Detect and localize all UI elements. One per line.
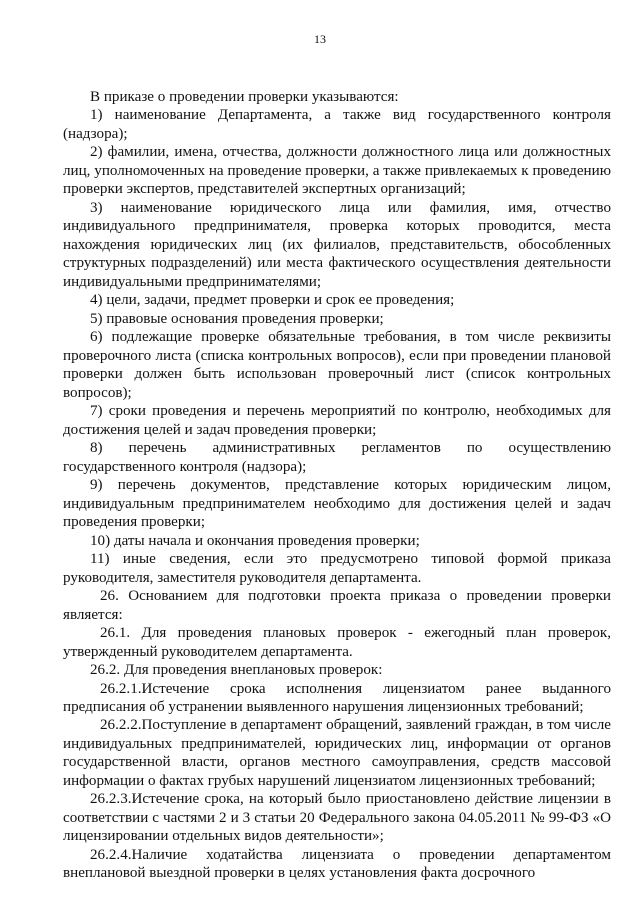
paragraph: 26.2.1.Истечение срока исполнения лицензиатом ранее выданного предписания об устранении выявленного нарушения лицензионных требований; [63,680,611,715]
paragraph: 3) наименование юридического лица или фамилия, имя, отчество индивидуального предпринимателя, проверка которых проводится, места нахождения юридических лиц (их филиалов, представительств, обособленных структурных подразделений) или места фактического осуществления деятельности индивидуальными предпринимателями; [63,199,611,290]
document-body [63,88,611,883]
page-number: 13 [314,32,326,46]
paragraph: 26. Основанием для подготовки проекта приказа о проведении проверки является: [63,588,611,623]
paragraph: 11) иные сведения, если это предусмотрено типовой формой приказа руководителя, заместителя руководителя департамента. [63,551,611,586]
paragraph: 26.2. Для проведения внеплановых проверок: [90,662,383,679]
paragraph: 2) фамилии, имена, отчества, должности должностного лица или должностных лиц, уполномоченных на проведение проверки, а также привлекаемых к проведению проверки экспертов, представителей экспертных организаций; [63,144,611,198]
paragraph: В приказе о проведении проверки указываются: [90,89,399,105]
paragraph: 6) подлежащие проверке обязательные требования, в том числе реквизиты проверочного листа (списка контрольных вопросов), если при проведении плановой проверки должен быть использован проверочный лист (список контрольных вопросов); [63,329,611,401]
paragraph: 7) сроки проведения и перечень мероприятий по контролю, необходимых для достижения целей и задач проведения проверки; [63,403,611,438]
paragraph: 9) перечень документов, представление которых юридическим лицом, индивидуальным предпринимателем необходимо для достижения целей и задач проведения проверки; [63,477,611,531]
paragraph: 1) наименование Департамента, а также вид государственного контроля (надзора); [63,107,611,142]
paragraph: 5) правовые основания проведения проверки; [90,310,384,327]
paragraph: 4) цели, задачи, предмет проверки и срок ее проведения; [90,292,455,309]
paragraph: 26.1. Для проведения плановых проверок - ежегодный план проверок, утвержденный руководителем департамента. [63,625,611,660]
paragraph: 26.2.4.Наличие ходатайства лицензиата о проведении департаментом внеплановой выездной проверки в целях установления факта досрочного [63,846,611,882]
paragraph: 8) перечень административных регламентов по осуществлению государственного контроля (надзора); [63,440,611,475]
paragraph: 10) даты начала и окончания проведения проверки; [90,532,420,549]
paragraph: 26.2.3.Истечение срока, на который было приостановлено действие лицензии в соответствии с частями 2 и 3 статьи 20 Федерального закона 04.05.2011 № 99-ФЗ «О лицензировании отдельных видов деятельности»; [63,791,611,845]
paragraph: 26.2.2.Поступление в департамент обращений, заявлений граждан, в том числе индивидуальных предпринимателей, юридических лиц, информации от органов государственной власти, органов местного самоуправления, средств массовой информации о фактах грубых нарушений лицензиатом лицензионных требований; [63,717,611,789]
